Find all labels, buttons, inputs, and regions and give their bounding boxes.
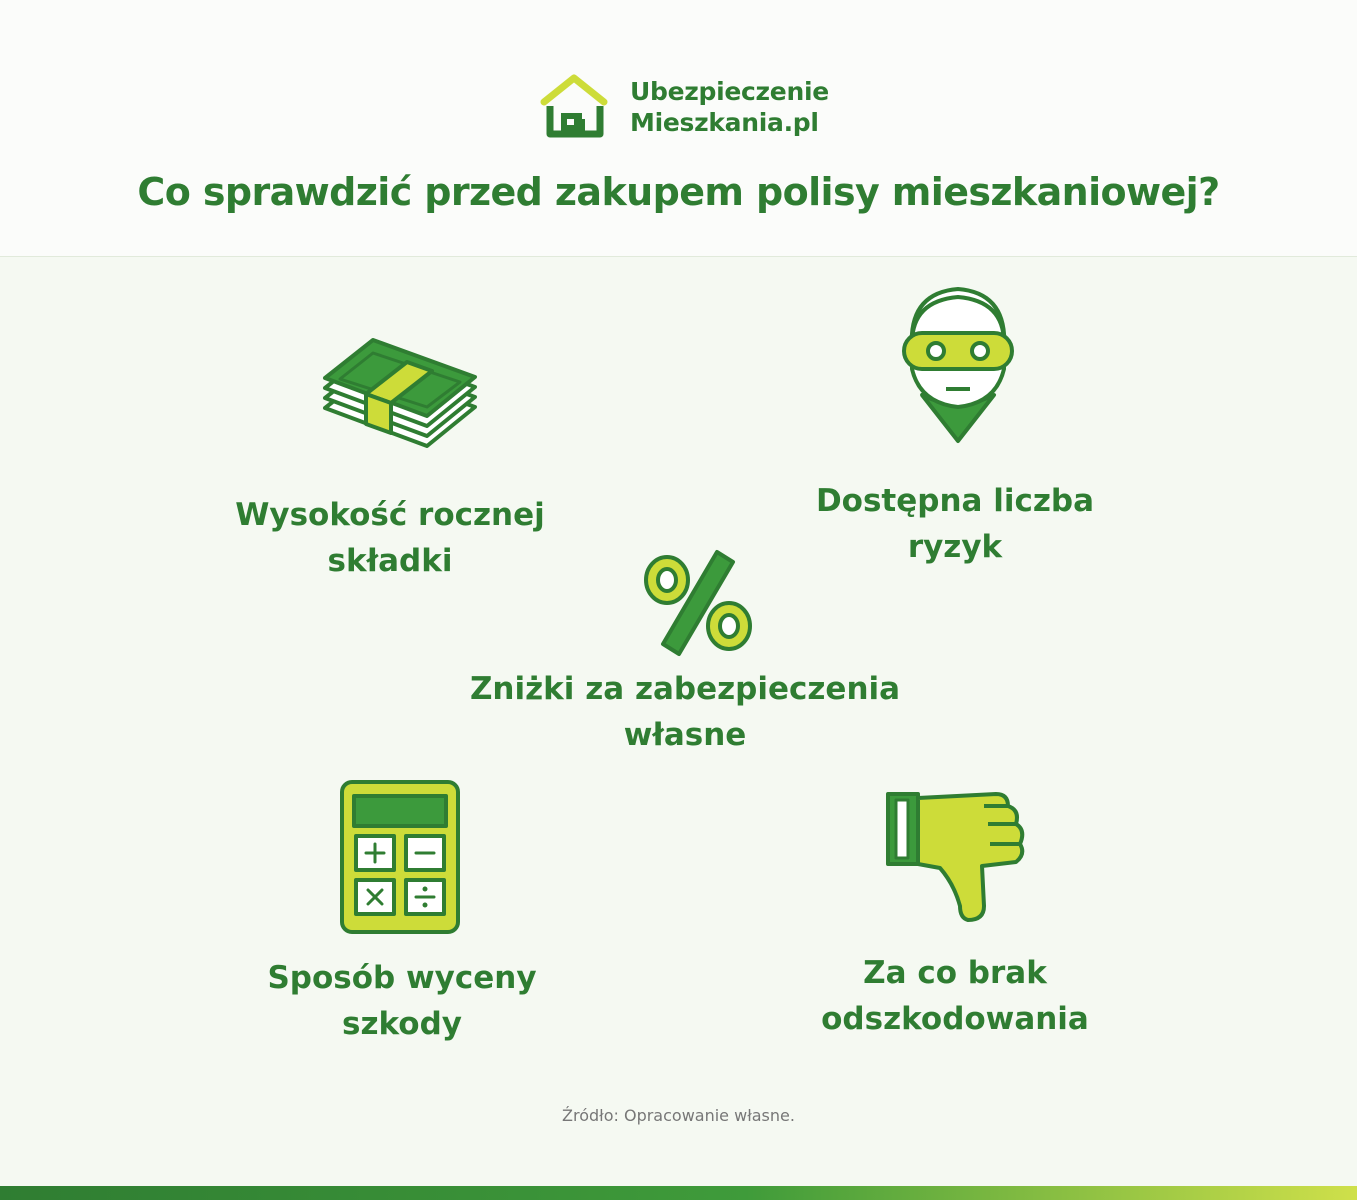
label-line: szkody bbox=[342, 1006, 462, 1042]
source-note: Źródło: Opracowanie własne. bbox=[562, 1106, 795, 1125]
label-security-discounts bbox=[430, 666, 940, 758]
label-line: Wysokość rocznej bbox=[235, 497, 545, 533]
percent-icon bbox=[635, 548, 761, 658]
item-risk-count bbox=[890, 283, 1026, 467]
label-line: Sposób wyceny bbox=[267, 960, 537, 996]
page-title: Co sprawdzić przed zakupem polisy mieszkaniowej? bbox=[137, 170, 1220, 214]
item-damage-valuation bbox=[338, 778, 462, 936]
item-security-discounts bbox=[635, 548, 761, 658]
brand-line-2: Mieszkania.pl bbox=[630, 108, 819, 137]
label-line: składki bbox=[327, 543, 453, 579]
label-damage-valuation bbox=[212, 955, 592, 1047]
brand-name bbox=[630, 76, 829, 138]
label-line: Dostępna liczba bbox=[815, 483, 1095, 519]
item-no-compensation bbox=[884, 788, 1030, 924]
label-no-compensation bbox=[765, 950, 1145, 1042]
thumbs-down-icon bbox=[884, 788, 1030, 924]
header bbox=[0, 0, 1357, 257]
label-line: Za co brak bbox=[863, 955, 1047, 991]
bottom-gradient-bar bbox=[0, 1186, 1357, 1200]
label-line: ryzyk bbox=[907, 529, 1003, 565]
label-line: Zniżki za zabezpieczenia bbox=[469, 671, 901, 707]
calculator-icon bbox=[338, 778, 462, 936]
masked-burglar-icon bbox=[890, 283, 1026, 467]
label-annual-premium bbox=[200, 492, 580, 584]
label-line: odszkodowania bbox=[821, 1001, 1089, 1037]
item-annual-premium bbox=[310, 325, 490, 465]
brand-line-1: Ubezpieczenie bbox=[630, 77, 829, 106]
label-risk-count bbox=[765, 478, 1145, 570]
brand-logo[interactable] bbox=[538, 72, 838, 142]
label-line: własne bbox=[623, 717, 747, 753]
house-logo-icon bbox=[538, 72, 610, 142]
money-stack-icon bbox=[310, 325, 490, 465]
